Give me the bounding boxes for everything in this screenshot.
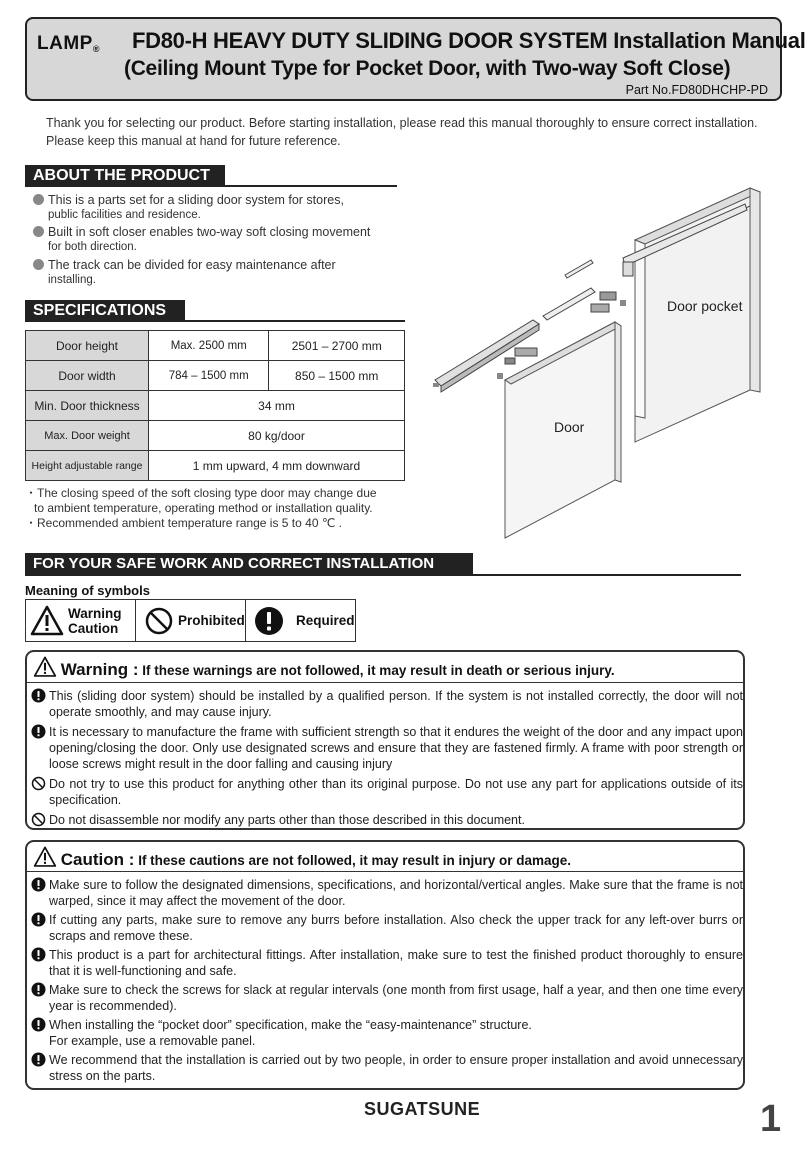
spec-label: Min. Door thickness	[26, 391, 149, 421]
spec-value: 1 mm upward, 4 mm downward	[149, 451, 405, 481]
spec-label: Door height	[26, 331, 149, 361]
symbol-prohibited: Prohibited	[136, 600, 246, 641]
warning-triangle-icon	[33, 656, 57, 678]
warning-heading: Warning : If these warnings are not followed, it may result in death or serious injury.	[33, 656, 615, 680]
symbol-warning-caution: Warning Caution	[26, 600, 136, 641]
symbols-title: Meaning of symbols	[25, 583, 150, 598]
part-number: Part No.FD80DHCHP-PD	[625, 83, 768, 97]
intro-text: Thank you for selecting our product. Before starting installation, please read this manual thoroughly to ensure correct installation. Please keep this manual at hand for future reference.	[46, 116, 758, 148]
about-heading: ABOUT THE PRODUCT	[25, 165, 225, 187]
required-icon	[31, 912, 49, 944]
spec-value: 2501 – 2700 mm	[269, 331, 405, 361]
table-row	[26, 331, 405, 361]
about-bullet: Built in soft closer enables two-way soft closing movement for both direction.	[33, 225, 383, 255]
prohibited-icon	[31, 812, 49, 831]
required-icon	[31, 982, 49, 1014]
list-item: Do not try to use this product for anything other than its original purpose. Do not use any part for applications outside of its specification.	[31, 776, 743, 808]
spec-label: Max. Door weight	[26, 421, 149, 451]
list-item: This product is a part for architectural fittings. After installation, make sure to test the finished product thoroughly to ensure that it is well-functioning and safe.	[31, 947, 743, 979]
symbols-legend	[25, 599, 356, 642]
required-icon	[31, 724, 49, 772]
warning-triangle-icon	[33, 846, 57, 868]
specifications-heading-rule	[25, 320, 405, 322]
list-item: Do not disassemble nor modify any parts other than those described in this document.	[31, 812, 743, 831]
spec-value: 34 mm	[149, 391, 405, 421]
spec-notes: ・The closing speed of the soft closing type door may change due to ambient temperature, operating method or installation quality. ・Recommended ambient temperature range is 5 to 40 ℃ .	[25, 486, 377, 530]
required-icon	[31, 877, 49, 909]
prohibited-icon	[31, 776, 49, 808]
about-bullet: This is a parts set for a sliding door system for stores, public facilities and residence.	[33, 193, 383, 223]
symbol-required: Required	[246, 600, 355, 641]
table-row	[26, 451, 405, 481]
required-icon	[31, 1052, 49, 1084]
bullet-dot-icon	[33, 259, 44, 270]
list-item: If cutting any parts, make sure to remove any burrs before installation. Also check the upper track for any left-over burrs or scraps and remove these.	[31, 912, 743, 944]
title-line-1: FD80-H HEAVY DUTY SLIDING DOOR SYSTEM Installation Manual	[132, 28, 806, 53]
table-row	[26, 421, 405, 451]
list-item: Make sure to follow the designated dimensions, specifications, and horizontal/vertical angles. Make sure that the frame is not warped, since it may affect the movement of the door.	[31, 877, 743, 909]
required-icon	[31, 947, 49, 979]
bullet-dot-icon	[33, 194, 44, 205]
product-illustration	[415, 180, 775, 540]
title-line-2: (Ceiling Mount Type for Pocket Door, with Two-way Soft Close)	[124, 57, 731, 80]
list-item: We recommend that the installation is carried out by two people, in order to ensure proper installation and avoid unnecessary stress on the parts.	[31, 1052, 743, 1084]
spec-value: Max. 2500 mm	[149, 331, 269, 361]
safety-heading: FOR YOUR SAFE WORK AND CORRECT INSTALLATION	[25, 553, 473, 575]
about-heading-rule	[25, 185, 397, 187]
caution-list	[31, 877, 743, 1084]
door-pocket-illustration	[623, 188, 760, 442]
safety-heading-rule	[25, 574, 741, 576]
brand-logo: LAMP®	[37, 33, 100, 54]
required-icon	[31, 688, 49, 720]
warning-triangle-icon	[30, 605, 64, 637]
caution-heading-rule	[27, 871, 743, 872]
warning-list	[31, 688, 743, 831]
specifications-table	[25, 330, 405, 481]
door-label: Door	[554, 419, 585, 435]
spec-label: Door width	[26, 361, 149, 391]
sugatsune-logo: SUGATSUNE	[364, 1099, 481, 1119]
warning-heading-rule	[27, 682, 743, 683]
list-item: Make sure to check the screws for slack at regular intervals (one month from first usage, half a year, and then one time every year is recommended).	[31, 982, 743, 1014]
prohibited-icon	[144, 606, 174, 636]
page-number: 1	[760, 1098, 782, 1140]
bullet-dot-icon	[33, 226, 44, 237]
required-icon	[31, 1017, 49, 1049]
spec-value: 784 – 1500 mm	[149, 361, 269, 391]
table-row	[26, 361, 405, 391]
list-item: It is necessary to manufacture the frame with sufficient strength so that it endures the weight of the door and any impact upon opening/closing the door. Only use designated screws and ensure that they are fastened firmly. A frame with poor strength or loose screws might result in the door falling and causing injury	[31, 724, 743, 772]
list-item: This (sliding door system) should be installed by a qualified person. If the system is not installed correctly, the door will not operate smoothly, and may cause injury.	[31, 688, 743, 720]
spec-label: Height adjustable range	[26, 451, 149, 481]
spec-value: 80 kg/door	[149, 421, 405, 451]
spec-value: 850 – 1500 mm	[269, 361, 405, 391]
table-row	[26, 391, 405, 421]
door-pocket-label: Door pocket	[667, 298, 743, 314]
about-bullet: The track can be divided for easy maintenance after installing.	[33, 258, 383, 288]
list-item: When installing the “pocket door” specification, make the “easy-maintenance” structure. For example, use a removable panel.	[31, 1017, 743, 1049]
caution-heading: Caution : If these cautions are not followed, it may result in injury or damage.	[33, 846, 571, 870]
required-icon	[254, 606, 284, 636]
specifications-heading: SPECIFICATIONS	[25, 300, 185, 322]
